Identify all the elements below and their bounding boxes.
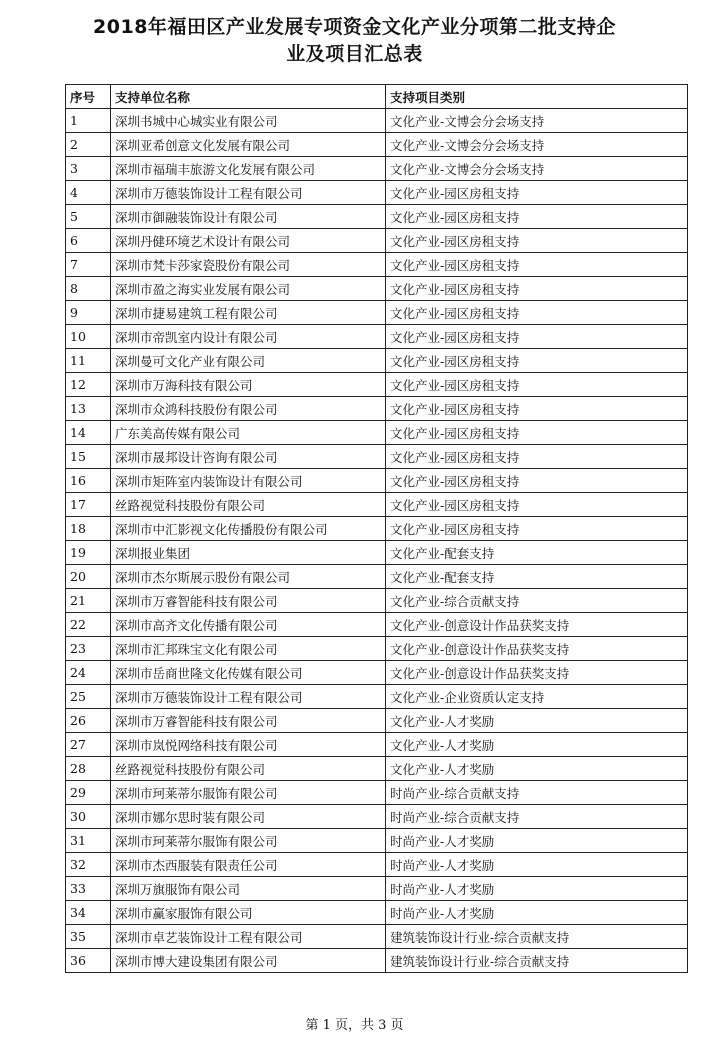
company-name: 深圳市高齐文化传播有限公司 xyxy=(111,613,386,637)
support-category: 时尚产业-人才奖励 xyxy=(386,877,688,901)
table-row xyxy=(66,301,688,325)
row-index: 2 xyxy=(66,133,111,157)
row-index: 21 xyxy=(66,589,111,613)
company-name: 深圳市杰尔斯展示股份有限公司 xyxy=(111,565,386,589)
support-category: 时尚产业-综合贡献支持 xyxy=(386,805,688,829)
table-row xyxy=(66,589,688,613)
company-name: 深圳市赢家服饰有限公司 xyxy=(111,901,386,925)
company-name: 深圳市福瑞丰旅游文化发展有限公司 xyxy=(111,157,386,181)
company-name: 深圳市万睿智能科技有限公司 xyxy=(111,709,386,733)
company-name: 深圳市梵卡莎家瓷股份有限公司 xyxy=(111,253,386,277)
document-title-line-2: 业及项目汇总表 xyxy=(286,43,423,65)
company-name: 深圳市中汇影视文化传播股份有限公司 xyxy=(111,517,386,541)
company-name: 丝路视觉科技股份有限公司 xyxy=(111,757,386,781)
company-name: 深圳亚希创意文化发展有限公司 xyxy=(111,133,386,157)
company-name: 深圳市娜尔思时装有限公司 xyxy=(111,805,386,829)
table-row xyxy=(66,877,688,901)
support-category: 文化产业-园区房租支持 xyxy=(386,445,688,469)
company-name: 深圳市晟邦设计咨询有限公司 xyxy=(111,445,386,469)
table-row xyxy=(66,949,688,973)
table-row xyxy=(66,325,688,349)
row-index: 18 xyxy=(66,517,111,541)
table-row xyxy=(66,925,688,949)
support-category: 文化产业-配套支持 xyxy=(386,565,688,589)
support-category: 文化产业-文博会分会场支持 xyxy=(386,133,688,157)
row-index: 8 xyxy=(66,277,111,301)
table-row xyxy=(66,445,688,469)
row-index: 7 xyxy=(66,253,111,277)
support-category: 文化产业-综合贡献支持 xyxy=(386,589,688,613)
support-category: 文化产业-园区房租支持 xyxy=(386,253,688,277)
header-category: 支持项目类别 xyxy=(386,85,688,109)
row-index: 32 xyxy=(66,853,111,877)
table-row xyxy=(66,541,688,565)
support-category: 文化产业-文博会分会场支持 xyxy=(386,109,688,133)
table-row xyxy=(66,277,688,301)
company-name: 深圳市万海科技有限公司 xyxy=(111,373,386,397)
row-index: 20 xyxy=(66,565,111,589)
row-index: 17 xyxy=(66,493,111,517)
company-name: 深圳市御融装饰设计有限公司 xyxy=(111,205,386,229)
company-name: 广东美高传媒有限公司 xyxy=(111,421,386,445)
table-row xyxy=(66,349,688,373)
table-row xyxy=(66,853,688,877)
company-name: 深圳万旗服饰有限公司 xyxy=(111,877,386,901)
row-index: 5 xyxy=(66,205,111,229)
table-row xyxy=(66,157,688,181)
company-name: 深圳书城中心城实业有限公司 xyxy=(111,109,386,133)
company-name: 深圳曼可文化产业有限公司 xyxy=(111,349,386,373)
row-index: 3 xyxy=(66,157,111,181)
support-category: 文化产业-创意设计作品获奖支持 xyxy=(386,637,688,661)
row-index: 29 xyxy=(66,781,111,805)
table-header-row xyxy=(66,85,688,109)
support-category: 文化产业-园区房租支持 xyxy=(386,397,688,421)
table-row xyxy=(66,757,688,781)
row-index: 15 xyxy=(66,445,111,469)
row-index: 22 xyxy=(66,613,111,637)
table-row xyxy=(66,373,688,397)
support-category: 文化产业-园区房租支持 xyxy=(386,469,688,493)
support-category: 建筑装饰设计行业-综合贡献支持 xyxy=(386,925,688,949)
support-category: 文化产业-园区房租支持 xyxy=(386,517,688,541)
support-category: 文化产业-人才奖励 xyxy=(386,757,688,781)
company-name: 深圳市万睿智能科技有限公司 xyxy=(111,589,386,613)
table-row xyxy=(66,829,688,853)
support-category: 文化产业-园区房租支持 xyxy=(386,325,688,349)
company-name: 深圳市岳商世隆文化传媒有限公司 xyxy=(111,661,386,685)
row-index: 6 xyxy=(66,229,111,253)
row-index: 4 xyxy=(66,181,111,205)
support-category: 建筑装饰设计行业-综合贡献支持 xyxy=(386,949,688,973)
document-title-line-1: 2018年福田区产业发展专项资金文化产业分项第二批支持企 xyxy=(93,16,616,38)
table-row xyxy=(66,901,688,925)
support-category: 文化产业-园区房租支持 xyxy=(386,493,688,517)
document-title xyxy=(0,14,709,68)
company-name: 深圳市帝凯室内设计有限公司 xyxy=(111,325,386,349)
row-index: 30 xyxy=(66,805,111,829)
support-category: 文化产业-园区房租支持 xyxy=(386,421,688,445)
table-row xyxy=(66,613,688,637)
row-index: 10 xyxy=(66,325,111,349)
table-row xyxy=(66,517,688,541)
table-row xyxy=(66,733,688,757)
support-category: 文化产业-企业资质认定支持 xyxy=(386,685,688,709)
row-index: 19 xyxy=(66,541,111,565)
row-index: 16 xyxy=(66,469,111,493)
row-index: 35 xyxy=(66,925,111,949)
header-index: 序号 xyxy=(66,85,111,109)
company-name: 深圳市杰西服装有限责任公司 xyxy=(111,853,386,877)
company-name: 深圳市博大建设集团有限公司 xyxy=(111,949,386,973)
row-index: 26 xyxy=(66,709,111,733)
support-table xyxy=(65,84,688,973)
support-category: 文化产业-园区房租支持 xyxy=(386,181,688,205)
row-index: 1 xyxy=(66,109,111,133)
support-category: 文化产业-园区房租支持 xyxy=(386,277,688,301)
support-category: 文化产业-人才奖励 xyxy=(386,733,688,757)
support-category: 文化产业-园区房租支持 xyxy=(386,349,688,373)
row-index: 24 xyxy=(66,661,111,685)
row-index: 31 xyxy=(66,829,111,853)
table-row xyxy=(66,565,688,589)
table-row xyxy=(66,493,688,517)
company-name: 深圳市珂莱蒂尔服饰有限公司 xyxy=(111,829,386,853)
support-category: 文化产业-文博会分会场支持 xyxy=(386,157,688,181)
support-category: 文化产业-创意设计作品获奖支持 xyxy=(386,661,688,685)
table-body xyxy=(66,109,688,973)
row-index: 34 xyxy=(66,901,111,925)
company-name: 深圳丹健环境艺术设计有限公司 xyxy=(111,229,386,253)
row-index: 27 xyxy=(66,733,111,757)
company-name: 深圳市捷易建筑工程有限公司 xyxy=(111,301,386,325)
table-row xyxy=(66,253,688,277)
support-category: 文化产业-园区房租支持 xyxy=(386,205,688,229)
company-name: 深圳市汇邦珠宝文化有限公司 xyxy=(111,637,386,661)
row-index: 36 xyxy=(66,949,111,973)
table-row xyxy=(66,709,688,733)
page-footer: 第 1 页，共 3 页 xyxy=(305,1018,404,1033)
support-category: 文化产业-创意设计作品获奖支持 xyxy=(386,613,688,637)
table-row xyxy=(66,637,688,661)
company-name: 深圳市岚悦网络科技有限公司 xyxy=(111,733,386,757)
support-category: 文化产业-人才奖励 xyxy=(386,709,688,733)
support-category: 文化产业-园区房租支持 xyxy=(386,229,688,253)
company-name: 深圳市盈之海实业发展有限公司 xyxy=(111,277,386,301)
row-index: 11 xyxy=(66,349,111,373)
company-name: 深圳市万德装饰设计工程有限公司 xyxy=(111,685,386,709)
company-name: 丝路视觉科技股份有限公司 xyxy=(111,493,386,517)
support-category: 文化产业-配套支持 xyxy=(386,541,688,565)
table-row xyxy=(66,109,688,133)
table-row xyxy=(66,397,688,421)
table-row xyxy=(66,805,688,829)
header-company: 支持单位名称 xyxy=(111,85,386,109)
row-index: 9 xyxy=(66,301,111,325)
table-row xyxy=(66,781,688,805)
row-index: 23 xyxy=(66,637,111,661)
support-category: 文化产业-园区房租支持 xyxy=(386,373,688,397)
row-index: 33 xyxy=(66,877,111,901)
support-category: 文化产业-园区房租支持 xyxy=(386,301,688,325)
support-category: 时尚产业-人才奖励 xyxy=(386,853,688,877)
table-row xyxy=(66,661,688,685)
row-index: 12 xyxy=(66,373,111,397)
table-row xyxy=(66,421,688,445)
table-row xyxy=(66,205,688,229)
company-name: 深圳市卓艺装饰设计工程有限公司 xyxy=(111,925,386,949)
company-name: 深圳市万德装饰设计工程有限公司 xyxy=(111,181,386,205)
table-row xyxy=(66,229,688,253)
row-index: 13 xyxy=(66,397,111,421)
company-name: 深圳市众鸿科技股份有限公司 xyxy=(111,397,386,421)
support-category: 时尚产业-人才奖励 xyxy=(386,829,688,853)
row-index: 28 xyxy=(66,757,111,781)
company-name: 深圳市珂莱蒂尔服饰有限公司 xyxy=(111,781,386,805)
company-name: 深圳报业集团 xyxy=(111,541,386,565)
support-category: 时尚产业-综合贡献支持 xyxy=(386,781,688,805)
row-index: 25 xyxy=(66,685,111,709)
row-index: 14 xyxy=(66,421,111,445)
table-row xyxy=(66,133,688,157)
table-row xyxy=(66,469,688,493)
support-category: 时尚产业-人才奖励 xyxy=(386,901,688,925)
table-row xyxy=(66,181,688,205)
company-name: 深圳市矩阵室内装饰设计有限公司 xyxy=(111,469,386,493)
table-row xyxy=(66,685,688,709)
